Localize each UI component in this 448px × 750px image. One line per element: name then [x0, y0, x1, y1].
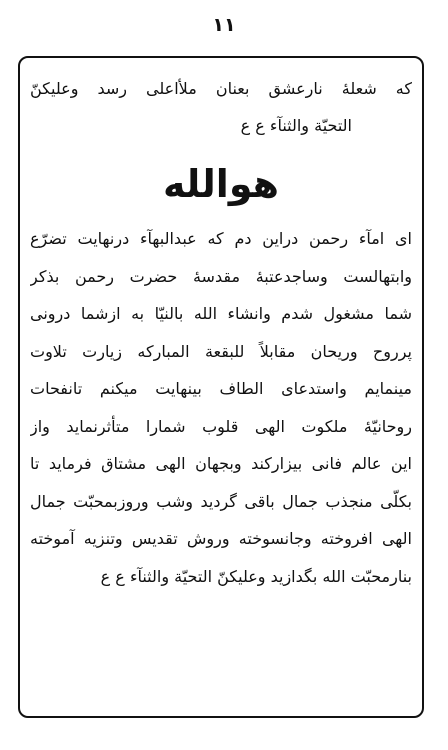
- body-line: مینمایم واستدعای الطاف بینهایت میکنم تانفحات: [30, 379, 412, 398]
- body-line: ای امآء رحمن دراین دم که عبدالبهآء درنهایت تضرّع: [30, 229, 412, 248]
- intro-text: [30, 70, 412, 144]
- heading-calligraphy: هوالله: [162, 162, 280, 206]
- page-frame: [18, 56, 424, 718]
- body-line: پرروح وریحان مقابلاً للبقعة المبارکه زیارت تلاوت: [30, 341, 412, 361]
- intro-line: التحیّة والثنآء ع ع: [240, 116, 352, 135]
- body-line: این عالم فانی بیزارکند وبجهان الهی مشتاق فرماید تا: [30, 454, 412, 473]
- body-line: بکلّی منجذب جمال باقی گردید وشب وروزبمحبّت جمال: [30, 491, 412, 511]
- body-line: بنارمحبّت الله بگدازید وعلیکنّ التحیّة والثنآء ع ع: [100, 566, 412, 586]
- body-line: شما مشغول شدم وانشاء الله بالنیّا به ازشما درونی: [30, 304, 412, 323]
- tablet-body: [30, 220, 412, 595]
- body-line: وابتهالست وساجدعتبهٔ مقدسهٔ حضرت رحمن بذکر: [30, 266, 412, 286]
- intro-line: که شعلهٔ نارعشق بعنان ملأاعلی رسد وعلیکنّ: [30, 79, 412, 98]
- page-number: ۱۱: [212, 14, 236, 36]
- body-line: الهی افروخته وجانسوخته وروش تقدیس وتنزیه آموخته: [30, 529, 412, 548]
- body-line: روحانیّهٔ ملکوت الهی قلوب شمارا متأثرنماید واز: [30, 416, 412, 436]
